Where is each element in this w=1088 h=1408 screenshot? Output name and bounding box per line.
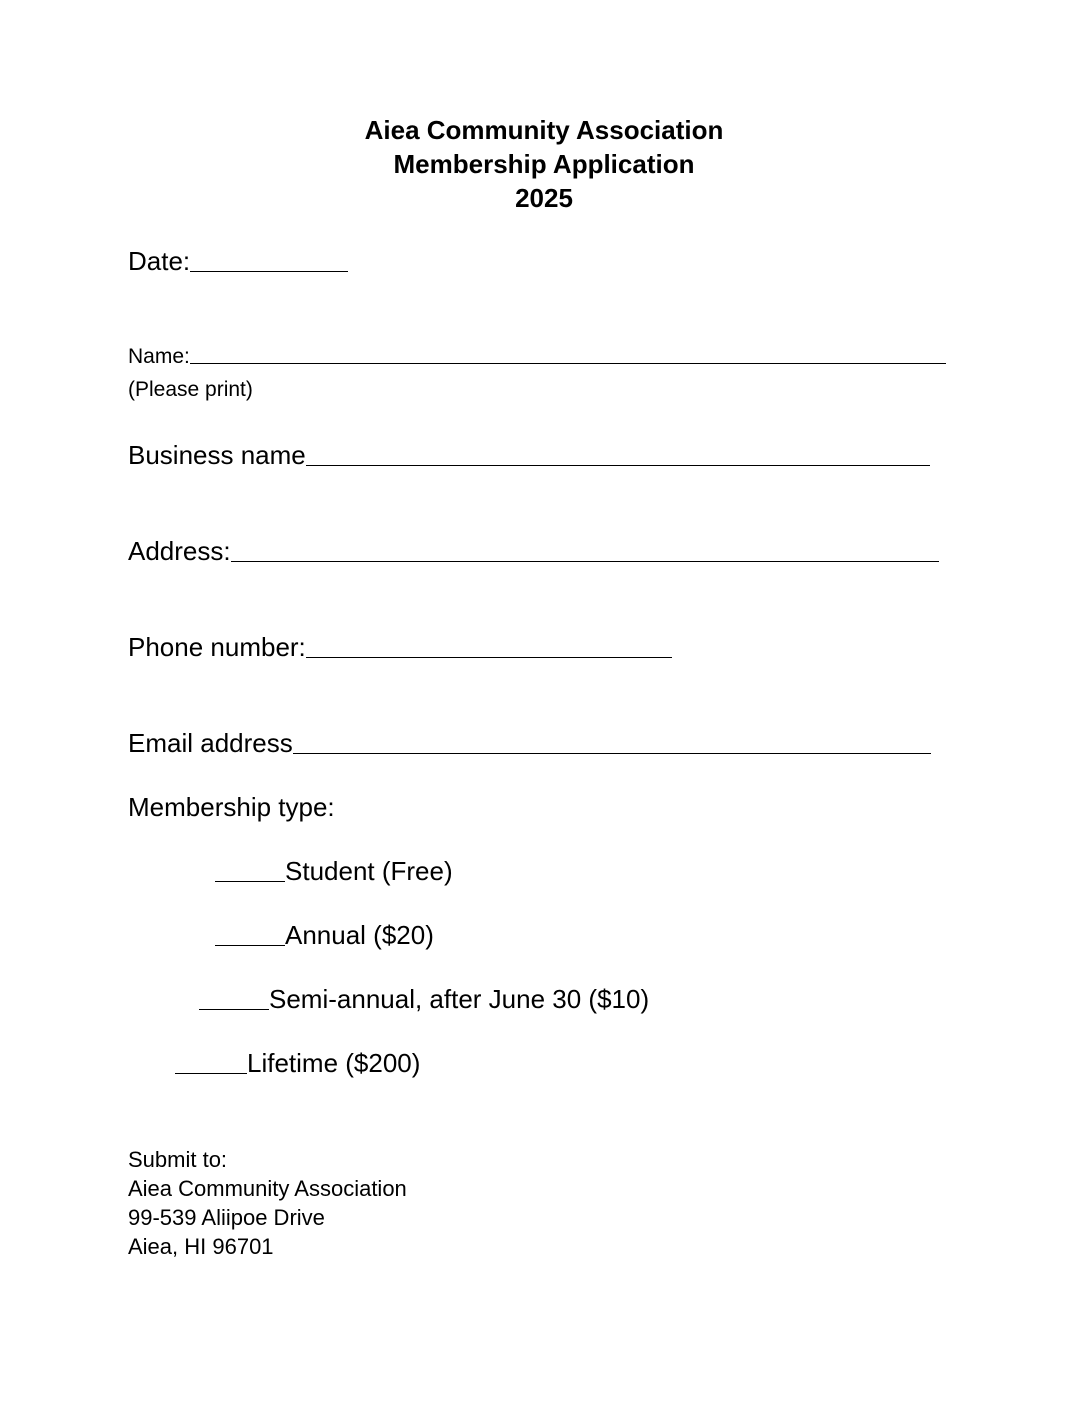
option-label: Semi-annual, after June 30 ($10) [269, 984, 650, 1014]
submit-address-line: 99-539 Aliipoe Drive [128, 1205, 325, 1230]
submit-address-line: Aiea, HI 96701 [128, 1234, 274, 1259]
email-field [128, 728, 931, 759]
email-blank[interactable] [293, 752, 931, 754]
form-header [0, 113, 1088, 215]
name-note: (Please print) [128, 378, 253, 401]
submit-heading: Submit to: [128, 1147, 228, 1172]
date-label: Date: [128, 246, 191, 276]
date-field [128, 246, 348, 277]
form-title: Membership Application [393, 149, 695, 179]
name-field [128, 345, 946, 369]
name-blank[interactable] [190, 362, 946, 364]
checkbox-blank[interactable] [215, 944, 285, 946]
option-label: Student (Free) [285, 856, 453, 886]
address-blank[interactable] [231, 560, 939, 562]
date-blank[interactable] [190, 270, 348, 272]
membership-option [215, 920, 434, 951]
business-name-label: Business name [128, 440, 306, 470]
checkbox-blank[interactable] [175, 1072, 247, 1074]
submit-address-block [128, 1145, 407, 1261]
form-year: 2025 [515, 183, 573, 213]
membership-option [215, 856, 453, 887]
checkbox-blank[interactable] [199, 1008, 269, 1010]
membership-option [175, 1048, 420, 1079]
option-label: Annual ($20) [285, 920, 434, 950]
checkbox-blank[interactable] [215, 880, 285, 882]
membership-option [199, 984, 649, 1015]
phone-blank[interactable] [306, 656, 672, 658]
organization-title: Aiea Community Association [364, 115, 724, 145]
phone-field [128, 632, 672, 663]
business-name-blank[interactable] [306, 464, 930, 466]
membership-type-label: Membership type: [128, 792, 335, 822]
phone-label: Phone number: [128, 632, 306, 662]
name-label: Name: [128, 345, 190, 368]
business-name-field [128, 440, 930, 471]
email-label: Email address [128, 728, 293, 758]
option-label: Lifetime ($200) [247, 1048, 421, 1078]
address-label: Address: [128, 536, 231, 566]
submit-address-line: Aiea Community Association [128, 1176, 407, 1201]
address-field [128, 536, 939, 567]
